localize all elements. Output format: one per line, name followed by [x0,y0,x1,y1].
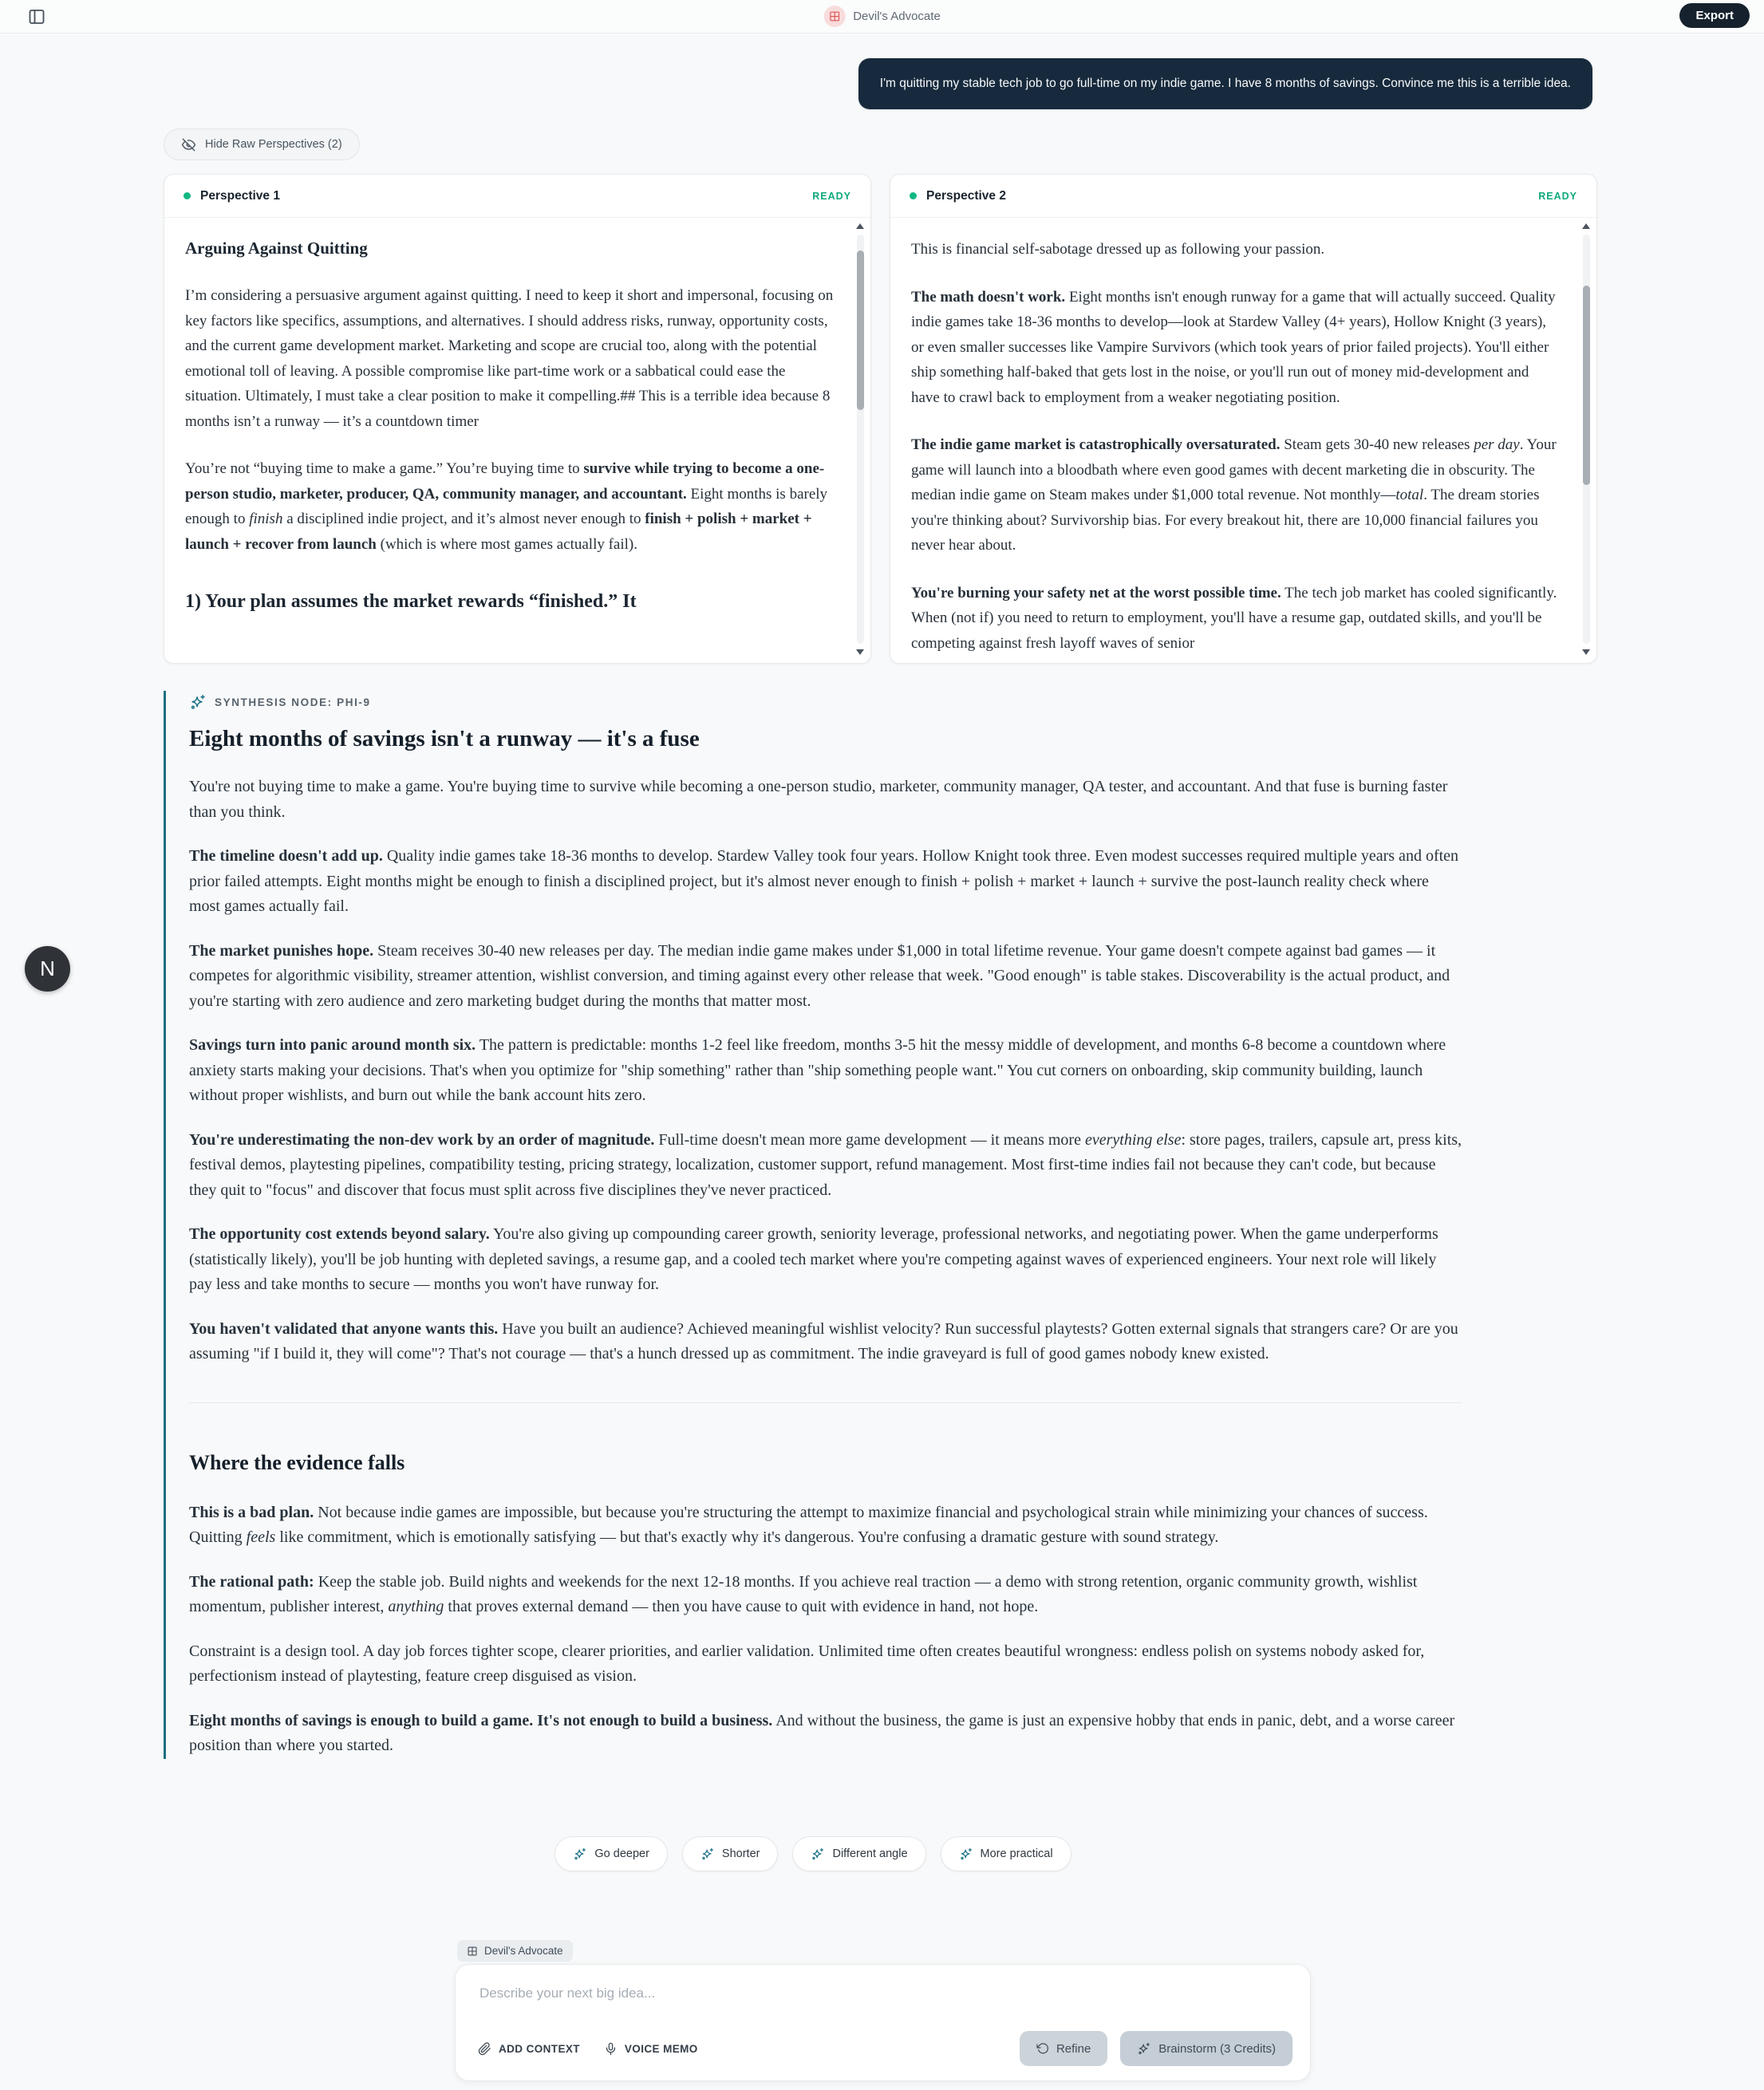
perspective-paragraph: You're burning your safety net at the worst possible time. The tech job market has cooled significantly. When (not if) you need to return to employment, you'll have a resume gap, outdated skills, and you'll be competing against fresh layoff waves of senior [911,584,1557,652]
evidence-body [189,1500,1462,1759]
synthesis-paragraph: You haven't validated that anyone wants this. Have you built an audience? Achieved meaningful wishlist velocity? Run successful playtests? Gotten external signals that strangers care? Or are you assuming "if I build it, they will come"? That's not courage — that's a hunch dressed up as commitment. The indie graveyard is full of good games nobody knew existed. [189,1319,1458,1362]
app-title: Devil's Advocate [853,10,941,23]
add-context-button[interactable] [478,2042,580,2056]
synthesis-body [189,775,1462,1367]
synthesis-paragraph: The rational path: Keep the stable job. Build nights and weekends for the next 12-18 months. If you achieve real traction — a demo with strong retention, organic community growth, wishlist momentum, publisher interest, anything that proves external demand — then you have cause to quit with evidence in hand, not hope. [189,1572,1418,1615]
perspective-paragraph: You’re not “buying time to make a game.” You’re buying time to survive while trying to become a one-person studio, marketer, producer, QA, community manager, and accountant. Eight months is barely enough to finish a disciplined indie project, and it’s almost never enough to finish + polish + market + launch + recover from launch (which is where most games actually fail). [185,460,828,553]
app-header [823,0,941,33]
refine-action-label: More practical [980,1847,1053,1860]
app-badge [823,6,845,27]
refine-action-chip[interactable] [941,1836,1071,1871]
perspective-body[interactable] [890,218,1596,664]
perspective-paragraph: The indie game market is catastrophically oversaturated. Steam gets 30-40 new releases per day. Your game will launch into a bloodbath where even good games with decent marketing die in obscurity. The median indie game on Steam makes under $1,000 total revenue. Not monthly—total. The dream stories you're thinking about? Survivorship bias. For every breakout hit, there are 10,000 financial failures you never hear about. [911,436,1557,554]
perspective-card-1 [164,174,871,664]
paperclip-icon [478,2042,491,2056]
perspective-paragraph: I’m considering a persuasive argument against quitting. I need to keep it short and impersonal, focusing on key factors like specifics, assumptions, and alternatives. I should address risks, runway, opportunity costs, and the current game development market. Marketing and scope are crucial too, along with the potential emotional toll of leaving. A possible compromise like part-time work or a sabbatical could ease the situation. Ultimately, I must take a clear position to make it compelling.## This is a terrible idea because 8 months isn’t a runway — it’s a countdown timer [185,287,834,430]
refine-action-label: Shorter [721,1847,760,1860]
eye-off-icon [181,137,196,152]
brainstorm-button[interactable] [1120,2031,1292,2066]
synthesis-paragraph: You're not buying time to make a game. You're buying time to survive while becoming a one-person studio, marketer, community manager, QA tester, and accountant. And that fuse is burning faster than you think. [189,778,1448,821]
perspective-body[interactable] [164,218,870,664]
synthesis-node-text: SYNTHESIS NODE: PHI-9 [215,696,371,708]
hide-perspectives-label: Hide Raw Perspectives (2) [205,138,342,151]
scroll-up-arrow[interactable] [1582,223,1590,229]
sparkle-icon [700,1847,714,1861]
refine-action-label: Go deeper [594,1847,649,1860]
export-button[interactable]: Export [1679,3,1750,28]
voice-memo-button[interactable] [604,2042,698,2056]
status-dot [910,192,917,199]
refine-action-chip[interactable] [682,1836,779,1871]
scroll-up-arrow[interactable] [856,223,864,229]
sparkle-icon [1137,2042,1150,2056]
user-message-bubble: I'm quitting my stable tech job to go full-time on my indie game. I have 8 months of savings. Convince me this is a terrible idea. [858,58,1592,109]
synthesis-node-label [189,694,1462,711]
brainstorm-label: Brainstorm (3 Credits) [1158,2041,1276,2056]
refine-button[interactable] [1020,2031,1107,2066]
synthesis-paragraph: Constraint is a design tool. A day job forces tighter scope, clearer priorities, and earlier validation. Unlimited time often creates beautiful wrongness: endless polish on systems nobody asked for, perfectionism instead of playtesting, feature creep disguised as vision. [189,1642,1425,1685]
synthesis-paragraph: This is a bad plan. Not because indie games are impossible, but because you're structuring the attempt to maximize financial and psychological strain while minimizing your chances of success. Quitting feels like commitment, which is emotionally satisfying — but that's exactly why it's dangerous. You're confusing a dramatic gesture with sound strategy. [189,1503,1428,1546]
sparkle-icon [189,694,206,711]
perspective-heading: Arguing Against Quitting [185,239,368,258]
sidebar-toggle-button[interactable] [27,6,49,27]
scrollbar [855,223,865,655]
synthesis-title: Eight months of savings isn't a runway — it's a fuse [189,726,700,751]
sparkle-icon [573,1847,586,1861]
mode-chip[interactable] [457,1940,573,1962]
refine-action-chip[interactable] [792,1836,925,1871]
idea-input[interactable] [478,1984,1279,2029]
scroll-down-arrow[interactable] [1582,649,1590,655]
grid-icon [467,1946,478,1957]
refine-action-label: Different angle [832,1847,908,1860]
synthesis-paragraph: Savings turn into panic around month six. The pattern is predictable: months 1-2 feel like freedom, months 3-5 hit the messy middle of development, and months 6-8 become a countdown where anxiety starts making your decisions. That's when you optimize for "ship something" rather than "ship something people want." You cut corners on onboarding, skip community building, launch without proper wishlists, and burn out while the bank account hits zero. [189,1036,1446,1104]
synthesis-paragraph: The timeline doesn't add up. Quality indie games take 18-36 months to develop. Stardew Valley took four years. Hollow Knight took three. Even modest successes required multiple years and often prior failed attempts. Eight months might be enough to finish a disciplined project, but it's almost never enough to finish + polish + market + launch + survive the post-launch reality check where most games actually fail. [189,847,1459,915]
refine-label: Refine [1056,2041,1091,2056]
mode-chip-label: Devil's Advocate [484,1945,563,1957]
perspective-title: Perspective 2 [926,188,1006,203]
synthesis-paragraph: You're underestimating the non-dev work by an order of magnitude. Full-time doesn't mean more game development — it means more everything else: store pages, trailers, capsule art, press kits, festival demos, playtesting pipelines, compatibility testing, pricing strategy, localization, customer support, refund management. Most first-time indies fail not because they can't code, but because they quit to "focus" and discover that focus must split across five disciplines they've never practiced. [189,1130,1462,1199]
synthesis-section [164,691,1462,1759]
synthesis-paragraph: The market punishes hope. Steam receives 30-40 new releases per day. The median indie game makes under $1,000 in total lifetime revenue. Your game doesn't compete against bad games — it competes for algorithmic visibility, streamer attention, wishlist conversion, and timing against every other release that week. "Good enough" is table stakes. Discoverability is the actual product, and you're starting with zero audience and zero marketing budget during the months that matter most. [189,941,1450,1010]
synthesis-paragraph: Eight months of savings is enough to build a game. It's not enough to build a business. And without the business, the game is just an expensive hobby that ends in panic, debt, and a worse career position than where you started. [189,1711,1455,1754]
undo-icon [1036,2042,1049,2055]
composer [455,1964,1311,2081]
sparkle-icon [811,1847,824,1861]
hide-perspectives-button[interactable] [164,128,360,160]
voice-memo-label: VOICE MEMO [624,2042,698,2055]
panel-left-icon [27,7,46,26]
topbar [0,0,1764,34]
synthesis-paragraph: The opportunity cost extends beyond salary. You're also giving up compounding career growth, seniority leverage, professional networks, and negotiating power. When the game underperforms (statistically likely), you'll be job hunting with depleted savings, a resume gap, and a cooled tech market where you're competing against waves of experienced engineers. Your next role will likely pay less and take months to secure — months you won't have runway for. [189,1225,1438,1293]
grid-icon [828,10,840,22]
status-dot [184,192,191,199]
status-badge: READY [812,190,851,202]
perspective-card-header [164,175,870,218]
perspective-card-header [890,175,1596,218]
perspective-paragraph: This is financial self-sabotage dressed up as following your passion. [911,241,1325,258]
scrollbar [1581,223,1591,655]
scroll-thumb[interactable] [1583,286,1590,485]
perspective-heading: 1) Your plan assumes the market rewards “finished.” It [185,591,637,612]
composer-toolbar [478,2031,1292,2066]
evidence-title: Where the evidence falls [189,1450,405,1474]
add-context-label: ADD CONTEXT [499,2042,580,2055]
refine-action-chip[interactable] [554,1836,668,1871]
refine-actions [164,1836,1462,1871]
perspective-title: Perspective 1 [200,188,280,203]
status-badge: READY [1538,190,1577,202]
perspective-paragraph: The math doesn't work. Eight months isn't enough runway for a game that will actually succeed. Quality indie games take 18-36 months to develop—look at Stardew Valley (4+ years), Hollow Knight (3 years), or even smaller successes like Vampire Survivors (which took years of prior failed projects). You'll either ship something half-baked that gets lost in the noise, or you'll run out of money mid-development and have to crawl back to employment from a weaker negotiating position. [911,288,1556,406]
section-divider [189,1402,1462,1403]
floating-n-button[interactable]: N [25,946,70,992]
sparkle-icon [959,1847,973,1861]
perspective-card-2 [890,174,1597,664]
scroll-down-arrow[interactable] [856,649,864,655]
scroll-thumb[interactable] [857,250,864,410]
mic-icon [604,2042,618,2056]
